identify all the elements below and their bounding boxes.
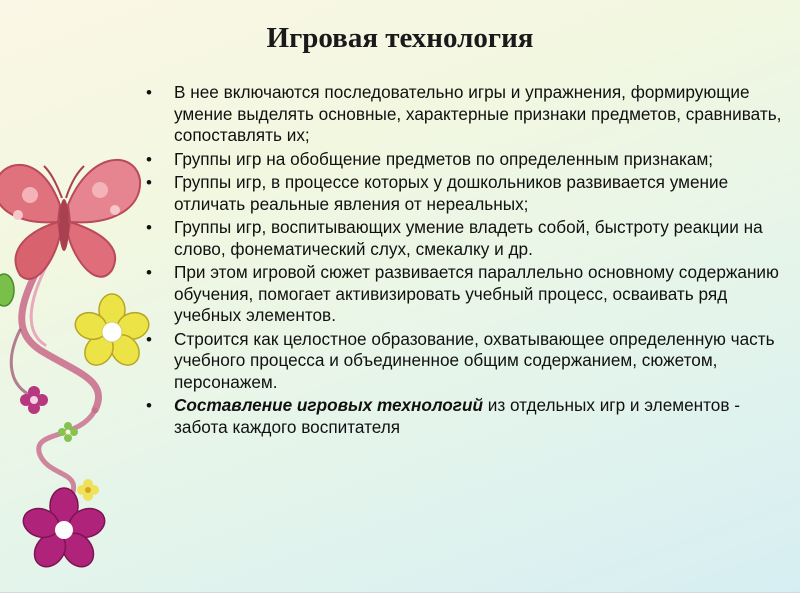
ribbon-swirl [11, 250, 98, 500]
emphasis-text: Составление игровых технологий [174, 395, 483, 415]
slide-bottom-border [0, 592, 800, 600]
bullet-item-last [144, 395, 784, 438]
bullet-rest-text: из отдельных игр и элементов - забота каждого воспитателя [174, 395, 740, 437]
magenta-flower-icon [20, 488, 109, 573]
green-flower-icon [58, 422, 78, 442]
bullet-item: • Группы игр, воспитывающих умение владеть собой, быстроту реакции на слово, фонематический слух, смекалку и др. [144, 217, 784, 260]
bullet-item: • Группы игр на обобщение предметов по определенным признакам; [144, 149, 784, 171]
bullet-item: • В нее включаются последовательно игры и упражнения, формирующие умение выделять основные, характерные признаки предметов, сравнивать, сопоставлять их; [144, 82, 784, 147]
leaf-icon [0, 274, 14, 306]
tiny-yellow-flower-icon [77, 479, 99, 501]
decoration-art [0, 0, 150, 600]
yellow-flower-icon [72, 294, 150, 371]
bullet-item: • Группы игр, в процессе которых у дошкольников развивается умение отличать реальные явления от нереальных; [144, 172, 784, 215]
butterfly-icon [0, 160, 140, 279]
bullet-item: • При этом игровой сюжет развивается параллельно основному содержанию обучения, помогает активизировать учебный процесс, осваивать ряд учебных элементов. [144, 262, 784, 327]
bullet-list [144, 82, 784, 440]
bullet-item: • Строится как целостное образование, охватывающее определенную часть учебного процесса и объединенное общим содержанием, сюжетом, персонажем. [144, 329, 784, 394]
slide-title: Игровая технология [266, 22, 534, 54]
